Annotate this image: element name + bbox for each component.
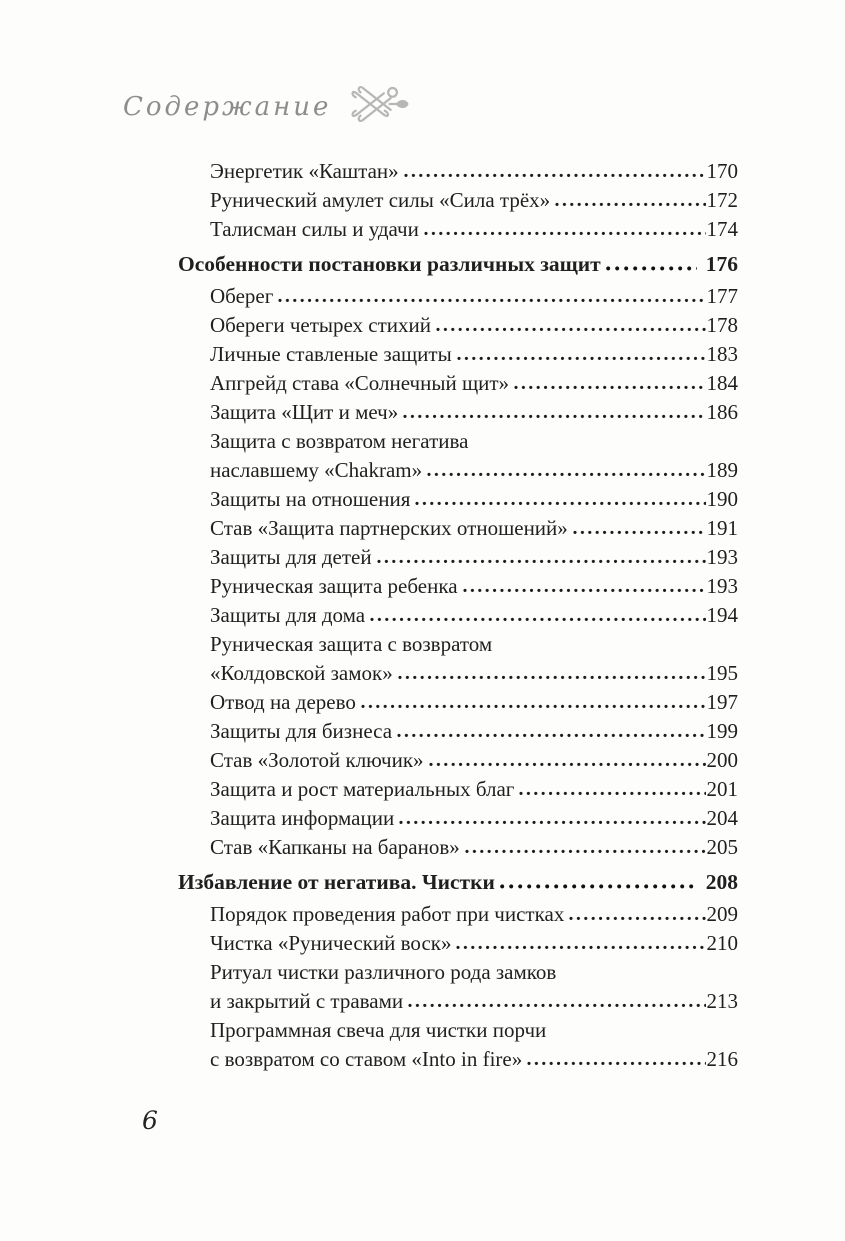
toc-page-number: 210 [706,931,738,955]
toc-entry-title: Особенности постановки различных защит [178,252,601,276]
toc-entry [178,485,738,514]
toc-entry-title: Защита и рост материальных благ [210,777,515,801]
toc-line [178,215,738,244]
toc-page-number: 200 [706,748,738,772]
dot-leader [465,849,706,854]
toc-page-number: 193 [706,574,738,598]
toc-entry [178,514,738,543]
dot-leader [404,173,706,178]
toc-page-number: 194 [706,603,738,627]
toc-page-number: 186 [706,400,738,424]
toc-page-number: 213 [706,989,738,1013]
toc-line [178,804,738,833]
toc-entry [178,717,738,746]
toc-entry [178,601,738,630]
toc-entry-title: Обереги четырех стихий [210,313,431,337]
toc-entry-title: Апгрейд става «Солнечный щит» [210,371,510,395]
dot-leader [403,414,705,419]
dot-leader [397,733,705,738]
toc-entry [178,572,738,601]
toc-entry-title: наславшему «Chakram» [210,458,423,482]
dot-leader [555,202,705,207]
toc-page-number: 205 [706,835,738,859]
toc-entry-title: с возвратом со ставом «Into in fire» [210,1047,523,1071]
toc-entry-title: Чистка «Рунический воск» [210,931,452,955]
toc-entry-title: Защиты для детей [210,545,372,569]
toc-entry-title: Руническая защита с возвратом [210,632,493,656]
toc-entry [178,775,738,804]
toc-page-number: 176 [705,252,738,276]
toc-page-number: 170 [706,159,738,183]
toc-entry-title: Защита с возвратом негатива [210,429,469,453]
dot-leader [361,704,706,709]
toc-entry [178,929,738,958]
toc-entry-title: Порядок проведения работ при чистках [210,902,565,926]
toc-entry-title: Энергетик «Каштан» [210,159,399,183]
toc-line [178,157,738,186]
dot-leader [573,530,706,535]
celtic-knot-ornament-icon [347,84,409,129]
dot-leader [415,501,705,506]
toc-page-number: 190 [706,487,738,511]
toc-line [178,601,738,630]
toc-line [178,186,738,215]
toc-line [178,630,738,659]
toc-line [178,340,738,369]
toc-line [178,572,738,601]
toc-page-number: 174 [706,217,738,241]
toc-line [178,987,738,1016]
toc-entry-title: и закрытий с травами [210,989,404,1013]
toc-entry [178,833,738,862]
toc-entry-title: Руническая защита ребенка [210,574,458,598]
toc-entry-title: Став «Защита партнерских отношений» [210,516,568,540]
toc-entry [178,250,738,279]
dot-leader [429,762,706,767]
toc-entry [178,282,738,311]
toc-line [178,250,738,279]
dot-leader [457,356,706,361]
toc-page-number: 184 [706,371,738,395]
toc-entry-title: Талисман силы и удачи [210,217,419,241]
toc-page-number: 201 [706,777,738,801]
toc-entry [178,868,738,897]
toc-page-number: 208 [705,870,738,894]
toc-entry [178,804,738,833]
toc-line [178,543,738,572]
toc-line [178,427,738,456]
dot-leader [399,820,705,825]
toc-entry [178,398,738,427]
toc-entry-title: «Колдовской замок» [210,661,393,685]
toc-page-number: 195 [706,661,738,685]
dot-leader [377,559,706,564]
toc-entry [178,311,738,340]
toc-line [178,514,738,543]
contents-title: Содержание [123,91,332,122]
dot-leader [606,266,697,271]
toc-page-number: 172 [706,188,738,212]
page-number: 6 [142,1106,158,1135]
toc-entry-title: Ритуал чистки различного рода замков [210,960,557,984]
toc-page-number: 191 [706,516,738,540]
toc-line [178,868,738,897]
toc-entry-title: Программная свеча для чистки порчи [210,1018,547,1042]
toc-page-number: 193 [706,545,738,569]
toc-line [178,369,738,398]
toc-entry [178,543,738,572]
toc-line [178,775,738,804]
toc-entry-title: Защита информации [210,806,395,830]
dot-leader [519,791,705,796]
toc-line [178,1045,738,1074]
toc-entry [178,186,738,215]
toc-line [178,282,738,311]
toc-page-number: 177 [706,284,738,308]
toc-list [178,157,738,1074]
toc-entry [178,427,738,485]
toc-entry [178,157,738,186]
toc-page-number: 178 [706,313,738,337]
dot-leader [436,327,706,332]
toc-line [178,717,738,746]
toc-page-number: 189 [706,458,738,482]
toc-entry-title: Отвод на дерево [210,690,356,714]
dot-leader [398,675,706,680]
toc-line [178,456,738,485]
toc-entry [178,340,738,369]
toc-entry [178,369,738,398]
dot-leader [527,1061,705,1066]
toc-line [178,958,738,987]
toc-entry-title: Став «Капканы на баранов» [210,835,460,859]
toc-line [178,929,738,958]
toc-entry-title: Защиты для дома [210,603,366,627]
toc-entry-title: Избавление от негатива. Чистки [178,870,495,894]
toc-entry-title: Защита «Щит и меч» [210,400,399,424]
toc-line [178,746,738,775]
toc-line [178,659,738,688]
toc-line [178,833,738,862]
dot-leader [456,945,705,950]
toc-entry [178,215,738,244]
toc-entry [178,630,738,688]
toc-entry-title: Личные ставленые защиты [210,342,452,366]
dot-leader [514,385,705,390]
dot-leader [424,231,706,236]
dot-leader [500,884,697,889]
toc-page-number: 199 [706,719,738,743]
toc-entry [178,900,738,929]
toc-line [178,485,738,514]
toc-page-number: 197 [706,690,738,714]
toc-page-number: 183 [706,342,738,366]
toc-entry-title: Защиты на отношения [210,487,411,511]
dot-leader [427,472,705,477]
toc-entry-title: Рунический амулет силы «Сила трёх» [210,188,551,212]
toc-line [178,311,738,340]
toc-entry [178,746,738,775]
toc-entry-title: Защиты для бизнеса [210,719,393,743]
dot-leader [463,588,706,593]
toc-page-number: 209 [706,902,738,926]
toc-entry-title: Оберег [210,284,274,308]
toc-line [178,900,738,929]
dot-leader [278,298,705,303]
toc-line [178,398,738,427]
page-header [123,84,409,129]
dot-leader [569,916,705,921]
toc-entry [178,688,738,717]
toc-entry [178,1016,738,1074]
toc-entry [178,958,738,1016]
dot-leader [408,1003,705,1008]
toc-entry-title: Став «Золотой ключик» [210,748,424,772]
toc-page-number: 216 [706,1047,738,1071]
toc-line [178,1016,738,1045]
toc-line [178,688,738,717]
toc-page-number: 204 [706,806,738,830]
dot-leader [370,617,705,622]
